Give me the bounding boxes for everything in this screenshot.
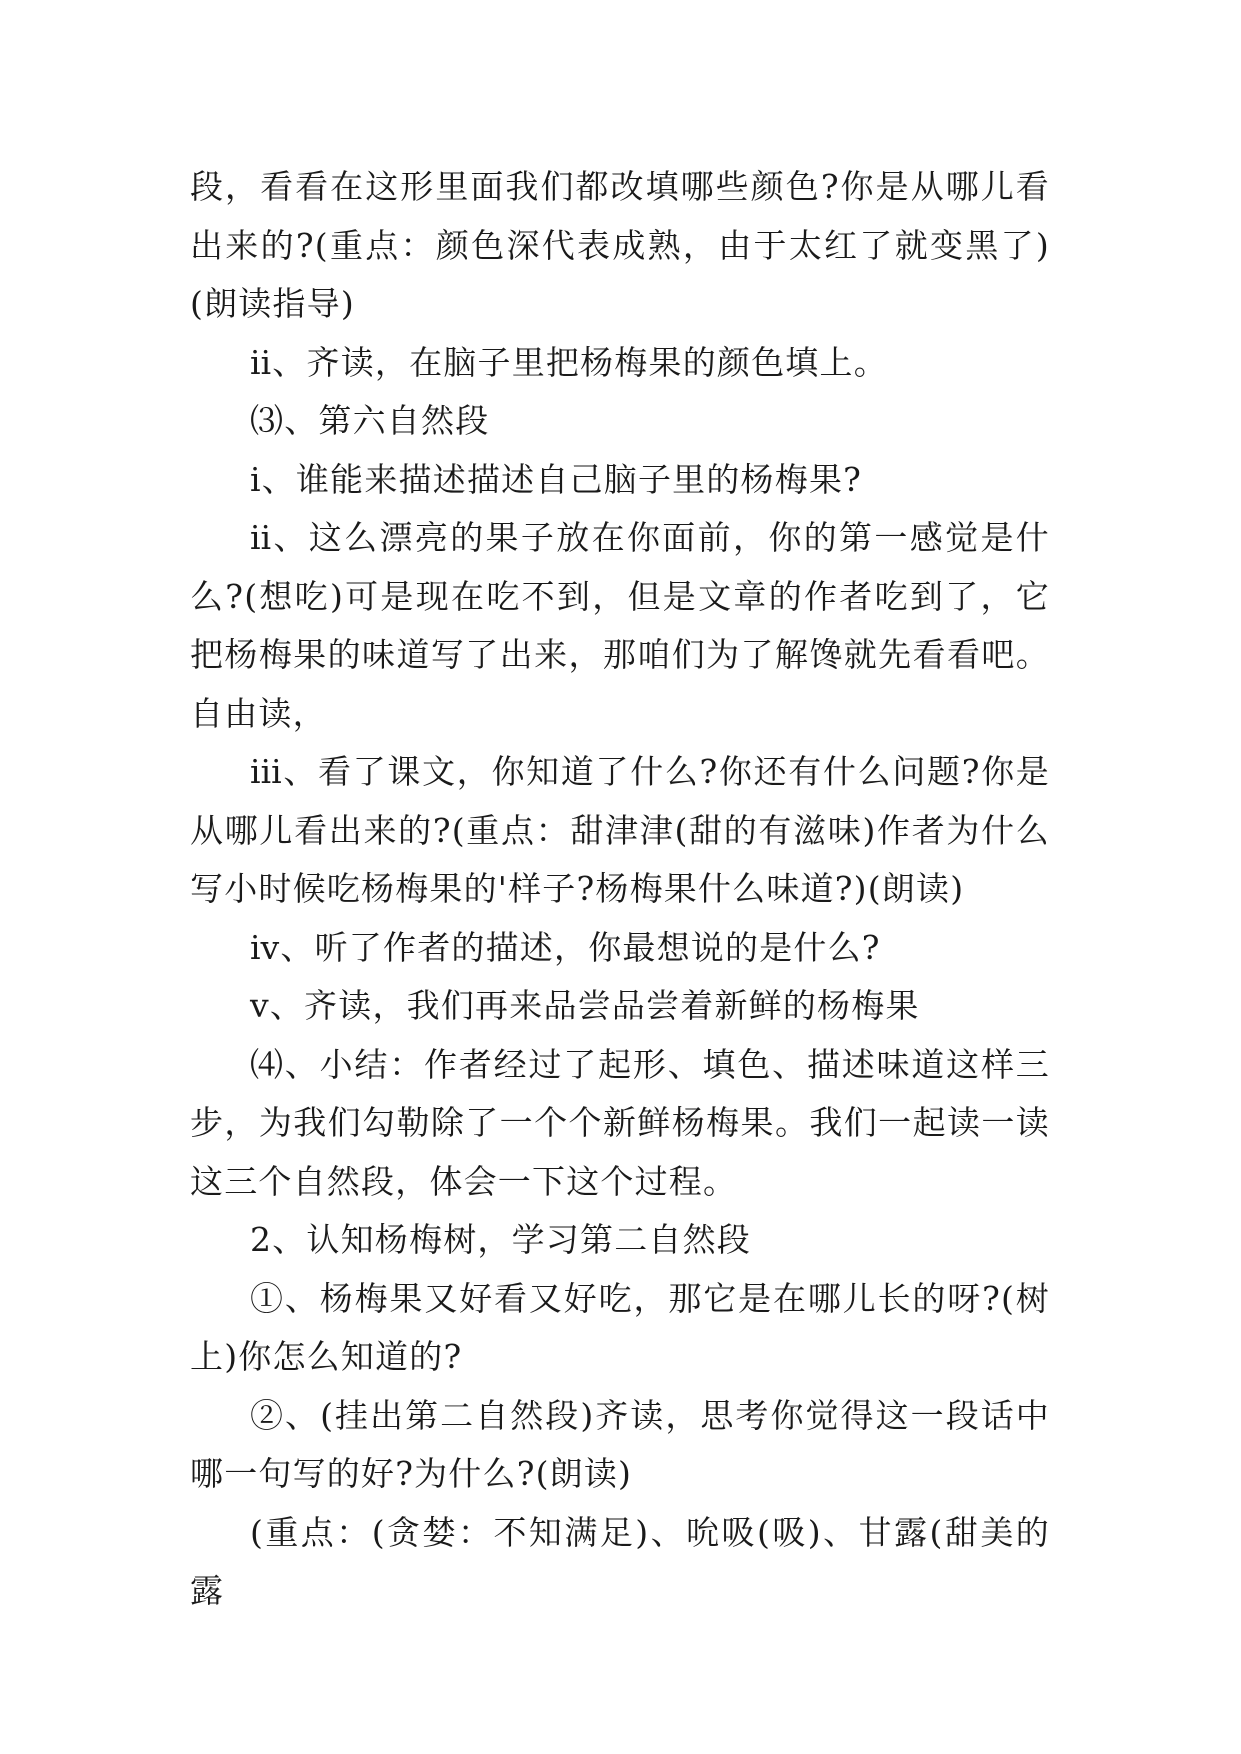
paragraph: ⅳ、听了作者的描述，你最想说的是什么? — [250, 927, 881, 967]
document-body — [190, 158, 1050, 1621]
paragraph: ⅱ、齐读，在脑子里把杨梅果的颜色填上。 — [250, 342, 888, 382]
paragraph: ⑷、小结：作者经过了起形、填色、描述味道这样三步，为我们勾勒除了一个个新鲜杨梅果。我们一起读一读这三个自然段，体会一下这个过程。 — [190, 1044, 1050, 1201]
paragraph: ⅴ、齐读，我们再来品尝品尝着新鲜的杨梅果 — [250, 986, 920, 1025]
paragraph: 段，看看在这形里面我们都改填哪些颜色?你是从哪儿看出来的?(重点：颜色深代表成熟，由于太红了就变黑了)(朗读指导) — [190, 167, 1050, 323]
paragraph: ②、(挂出第二自然段)齐读，思考你觉得这一段话中哪一句写的好?为什么?(朗读) — [190, 1395, 1050, 1493]
paragraph: ⅲ、看了课文，你知道了什么?你还有什么问题?你是从哪儿看出来的?(重点：甜津津(甜的有滋味)作者为什么写小时候吃杨梅果的'样子?杨梅果什么味道?)(朗读) — [190, 752, 1050, 908]
paragraph: ⑶、第六自然段 — [250, 401, 490, 440]
paragraph: ⅱ、这么漂亮的果子放在你面前，你的第一感觉是什么?(想吃)可是现在吃不到，但是文章的作者吃到了，它把杨梅果的味道写了出来，那咱们为了解馋就先看看吧。自由读， — [190, 518, 1050, 733]
paragraph: 2、认知杨梅树，学习第二自然段 — [250, 1220, 751, 1259]
paragraph: ⅰ、谁能来描述描述自己脑子里的杨梅果? — [250, 459, 863, 499]
paragraph: ①、杨梅果又好看又好吃，那它是在哪儿长的呀?(树上)你怎么知道的? — [190, 1278, 1050, 1376]
paragraph: (重点：(贪婪：不知满足)、吮吸(吸)、甘露(甜美的露 — [190, 1512, 1050, 1610]
